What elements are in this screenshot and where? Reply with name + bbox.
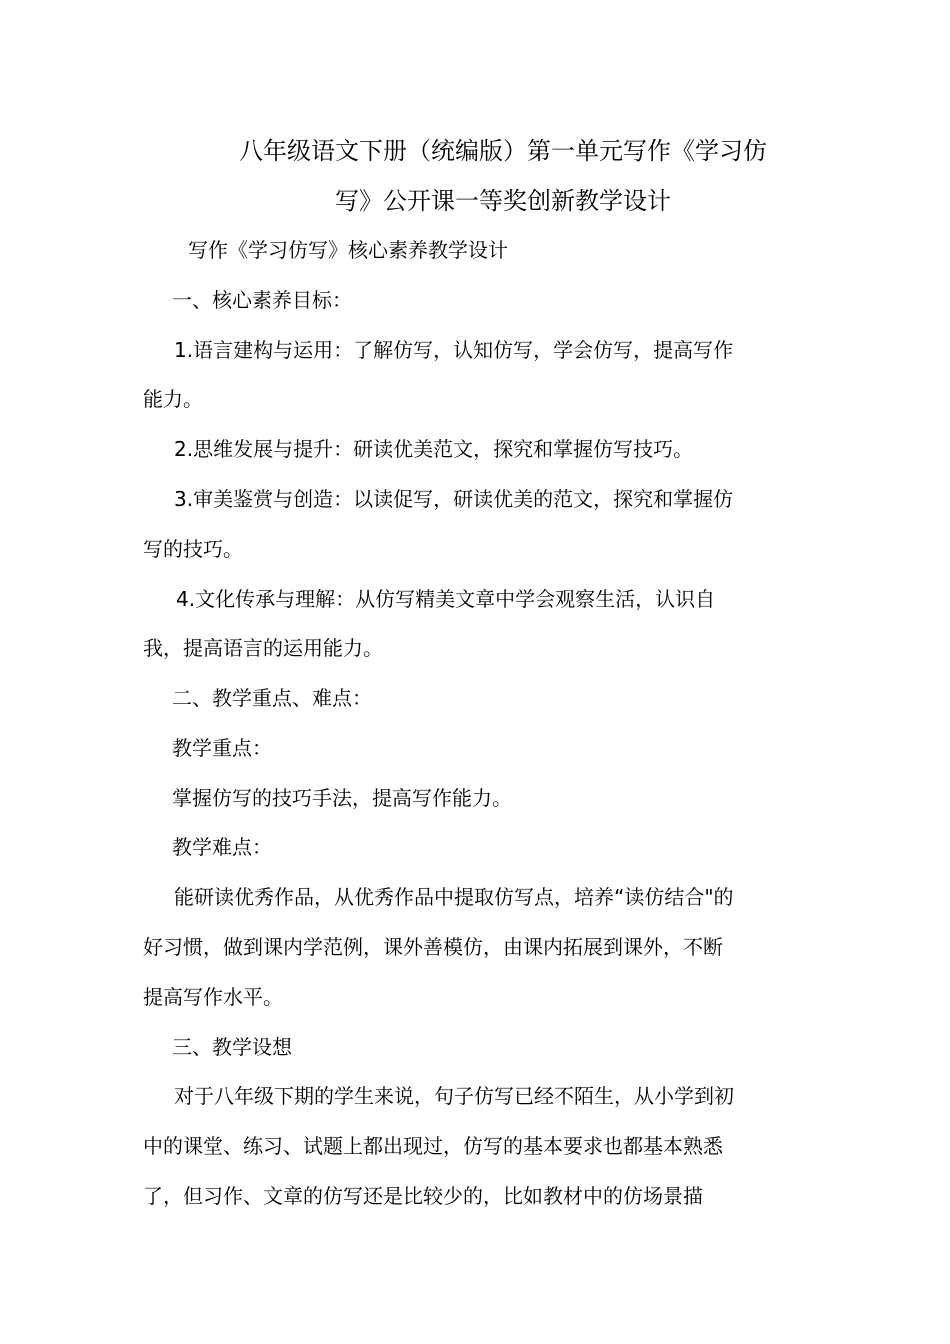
- teaching-idea-line-1: 对于八年级下期的学生来说，句子仿写已经不陌生，从小学到初: [174, 1084, 734, 1108]
- document-title-line-2: 写》公开课一等奖创新教学设计: [335, 187, 671, 215]
- difficulty-label: 教学难点：: [172, 835, 272, 859]
- goal-4-line-1: 4.文化传承与理解：从仿写精美文章中学会观察生活，认识自: [176, 587, 716, 611]
- goal-4-line-2: 我，提高语言的运用能力。: [143, 636, 383, 660]
- teaching-idea-line-2: 中的课堂、练习、试题上都出现过，仿写的基本要求也都基本熟悉: [143, 1134, 723, 1158]
- goal-3-line-2: 写的技巧。: [143, 537, 243, 561]
- key-point-text: 掌握仿写的技巧手法，提高写作能力。: [172, 786, 512, 810]
- document-title-line-1: 八年级语文下册（统编版）第一单元写作《学习仿: [239, 137, 767, 165]
- section-heading-core-goals: 一、核心素养目标：: [172, 288, 352, 312]
- section-heading-key-difficult-points: 二、教学重点、难点：: [172, 686, 372, 710]
- goal-1-line-2: 能力。: [143, 387, 203, 411]
- key-point-label: 教学重点：: [172, 736, 272, 760]
- teaching-idea-line-3: 了，但习作、文章的仿写还是比较少的，比如教材中的仿场景描: [143, 1184, 703, 1208]
- difficulty-line-1: 能研读优秀作品，从优秀作品中提取仿写点，培养“读仿结合"的: [174, 885, 734, 909]
- difficulty-line-2: 好习惯，做到课内学范例，课外善模仿，由课内拓展到课外，不断: [143, 935, 723, 959]
- document-subtitle: 写作《学习仿写》核心素养教学设计: [188, 238, 508, 262]
- goal-1-line-1: 1.语言建构与运用：了解仿写，认知仿写，学会仿写，提高写作: [174, 338, 734, 362]
- difficulty-line-3: 提高写作水平。: [143, 985, 283, 1009]
- goal-3-line-1: 3.审美鉴赏与创造：以读促写，研读优美的范文，探究和掌握仿: [174, 487, 734, 511]
- section-heading-teaching-idea: 三、教学设想: [172, 1035, 292, 1059]
- goal-2: 2.思维发展与提升：研读优美范文，探究和掌握仿写技巧。: [174, 437, 694, 461]
